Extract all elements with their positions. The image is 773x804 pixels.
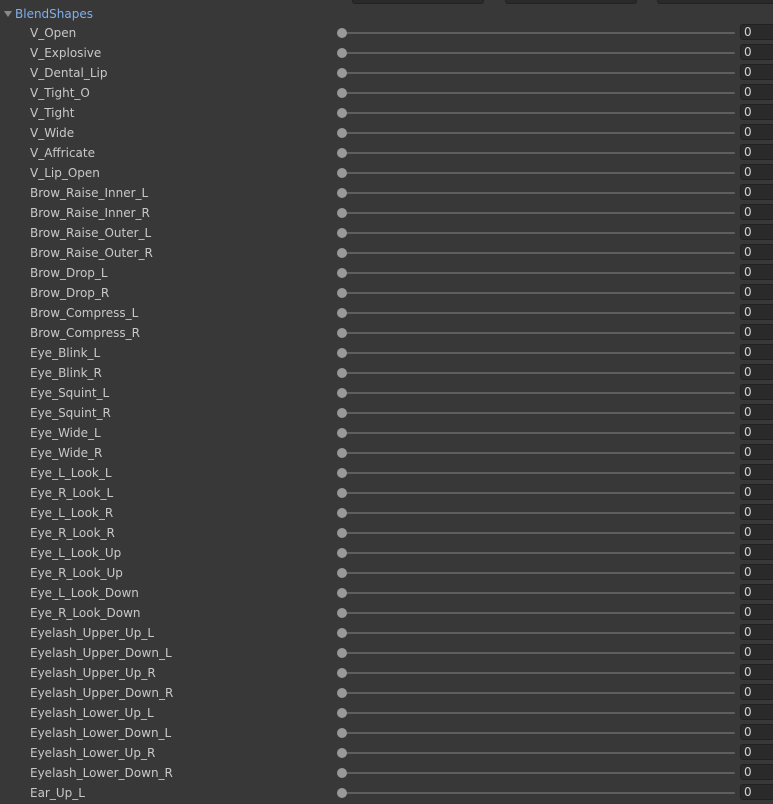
blendshape-value-field[interactable]: 0: [740, 364, 773, 380]
blendshape-row: [0, 123, 773, 143]
blendshape-label: Brow_Drop_R: [30, 286, 110, 300]
blendshape-slider-track[interactable]: [340, 432, 735, 434]
blendshape-value-field[interactable]: 0: [740, 764, 773, 780]
blendshape-value-field[interactable]: 0: [740, 84, 773, 100]
blendshape-label: Ear_Up_L: [30, 786, 85, 800]
blendshape-row: [0, 43, 773, 63]
blendshape-slider-thumb[interactable]: [337, 208, 347, 218]
blendshape-slider-track[interactable]: [340, 52, 735, 54]
blendshape-slider-thumb[interactable]: [337, 188, 347, 198]
blendshape-value-field[interactable]: 0: [740, 444, 773, 460]
blendshape-slider-thumb[interactable]: [337, 168, 347, 178]
blendshape-value-field[interactable]: 0: [740, 604, 773, 620]
blendshape-label: Eye_R_Look_Down: [30, 606, 141, 620]
blendshape-value-field[interactable]: 0: [740, 544, 773, 560]
blendshape-value-field[interactable]: 0: [740, 284, 773, 300]
blendshape-slider-track[interactable]: [340, 32, 735, 34]
blendshape-label: Eye_Blink_L: [30, 346, 101, 360]
blendshape-value-field[interactable]: 0: [740, 324, 773, 340]
blendshape-slider-track[interactable]: [340, 332, 735, 334]
blendshape-value-field[interactable]: 0: [740, 664, 773, 680]
blendshape-slider-track[interactable]: [340, 732, 735, 734]
blendshape-slider-track[interactable]: [340, 572, 735, 574]
blendshape-slider-thumb[interactable]: [337, 648, 347, 658]
blendshape-slider-thumb[interactable]: [337, 388, 347, 398]
blendshape-value-field[interactable]: 0: [740, 204, 773, 220]
blendshape-label: Eye_Squint_R: [30, 406, 111, 420]
blendshape-slider-thumb[interactable]: [337, 128, 347, 138]
blendshape-row: [0, 663, 773, 683]
blendshape-slider-track[interactable]: [340, 212, 735, 214]
blendshape-slider-track[interactable]: [340, 672, 735, 674]
blendshape-slider-track[interactable]: [340, 712, 735, 714]
blendshape-value-field[interactable]: 0: [740, 264, 773, 280]
blendshape-value-field[interactable]: 0: [740, 464, 773, 480]
blendshape-label: Eyelash_Lower_Up_L: [30, 706, 154, 720]
blendshape-label: Brow_Raise_Outer_R: [30, 246, 153, 260]
blendshape-row: [0, 163, 773, 183]
blendshape-slider-thumb[interactable]: [337, 108, 347, 118]
blendshape-label: V_Lip_Open: [30, 166, 100, 180]
blendshape-slider-track[interactable]: [340, 272, 735, 274]
blendshape-label: V_Explosive: [30, 46, 102, 60]
blendshape-slider-thumb[interactable]: [337, 628, 347, 638]
blendshape-row: [0, 223, 773, 243]
blendshape-slider-track[interactable]: [340, 652, 735, 654]
blendshape-slider-track[interactable]: [340, 132, 735, 134]
blendshape-label: Brow_Raise_Inner_L: [30, 186, 149, 200]
blendshape-label: V_Dental_Lip: [30, 66, 108, 80]
blendshape-slider-track[interactable]: [340, 392, 735, 394]
blendshape-row: [0, 543, 773, 563]
blendshape-slider-thumb[interactable]: [337, 408, 347, 418]
blendshape-value-field[interactable]: 0: [740, 684, 773, 700]
blendshape-slider-track[interactable]: [340, 612, 735, 614]
blendshape-slider-thumb[interactable]: [337, 768, 347, 778]
blendshape-label: Eye_Blink_R: [30, 366, 102, 380]
blendshape-label: Eyelash_Upper_Down_R: [30, 686, 174, 700]
top-toolbar-strip: [0, 0, 773, 4]
blendshape-slider-track[interactable]: [340, 552, 735, 554]
blendshape-slider-thumb[interactable]: [337, 248, 347, 258]
blendshape-slider-track[interactable]: [340, 492, 735, 494]
blendshapes-foldout-header[interactable]: [0, 5, 773, 23]
blendshape-value-field[interactable]: 0: [740, 784, 773, 800]
blendshape-slider-track[interactable]: [340, 372, 735, 374]
blendshape-label: Eyelash_Upper_Down_L: [30, 646, 172, 660]
blendshape-row: [0, 363, 773, 383]
blendshape-value-field[interactable]: 0: [740, 644, 773, 660]
blendshape-value-field[interactable]: 0: [740, 244, 773, 260]
blendshape-slider-thumb[interactable]: [337, 228, 347, 238]
blendshape-slider-track[interactable]: [340, 772, 735, 774]
blendshape-label: Brow_Raise_Outer_L: [30, 226, 152, 240]
blendshape-row: [0, 723, 773, 743]
blendshape-row: [0, 323, 773, 343]
blendshape-row: [0, 563, 773, 583]
blendshape-slider-thumb[interactable]: [337, 368, 347, 378]
blendshape-label: Eye_R_Look_R: [30, 526, 115, 540]
blendshape-slider-track[interactable]: [340, 512, 735, 514]
blendshape-value-field[interactable]: 0: [740, 24, 773, 40]
blendshape-row: [0, 503, 773, 523]
blendshape-label: Eyelash_Upper_Up_L: [30, 626, 155, 640]
blendshape-slider-thumb[interactable]: [337, 68, 347, 78]
blendshape-label: Eye_R_Look_L: [30, 486, 114, 500]
blendshape-label: V_Tight: [30, 106, 75, 120]
blendshape-list: [0, 23, 773, 803]
blendshape-slider-thumb[interactable]: [337, 548, 347, 558]
blendshape-label: V_Open: [30, 26, 77, 40]
blendshape-slider-thumb[interactable]: [337, 608, 347, 618]
blendshape-value-field[interactable]: 0: [740, 184, 773, 200]
blendshape-slider-thumb[interactable]: [337, 488, 347, 498]
blendshape-slider-track[interactable]: [340, 592, 735, 594]
blendshape-row: [0, 483, 773, 503]
blendshape-slider-track[interactable]: [340, 752, 735, 754]
blendshape-row: [0, 383, 773, 403]
blendshape-label: Eye_L_Look_L: [30, 466, 112, 480]
blendshape-label: Brow_Compress_R: [30, 326, 140, 340]
blendshape-slider-thumb[interactable]: [337, 568, 347, 578]
blendshape-slider-thumb[interactable]: [337, 148, 347, 158]
blendshape-value-field[interactable]: 0: [740, 584, 773, 600]
blendshape-value-field[interactable]: 0: [740, 144, 773, 160]
blendshape-value-field[interactable]: 0: [740, 164, 773, 180]
blendshape-label: Eye_L_Look_Up: [30, 546, 122, 560]
blendshape-row: [0, 423, 773, 443]
blendshape-row: [0, 463, 773, 483]
blendshapes-title: BlendShapes: [15, 7, 93, 21]
blendshape-value-field[interactable]: 0: [740, 724, 773, 740]
blendshape-slider-thumb[interactable]: [337, 88, 347, 98]
blendshape-value-field[interactable]: 0: [740, 744, 773, 760]
blendshape-slider-thumb[interactable]: [337, 48, 347, 58]
blendshape-value-field[interactable]: 0: [740, 624, 773, 640]
blendshape-slider-thumb[interactable]: [337, 288, 347, 298]
blendshape-row: [0, 623, 773, 643]
blendshape-row: [0, 183, 773, 203]
blendshape-value-field[interactable]: 0: [740, 104, 773, 120]
blendshape-label: Eyelash_Lower_Down_L: [30, 726, 172, 740]
blendshape-label: V_Wide: [30, 126, 75, 140]
blendshape-slider-track[interactable]: [340, 72, 735, 74]
blendshape-label: Eyelash_Lower_Up_R: [30, 746, 156, 760]
blendshape-row: [0, 83, 773, 103]
toolbar-button-2[interactable]: [505, 0, 637, 4]
blendshape-row: [0, 643, 773, 663]
blendshape-label: Eye_L_Look_R: [30, 506, 114, 520]
blendshape-slider-track[interactable]: [340, 692, 735, 694]
blendshape-slider-track[interactable]: [340, 232, 735, 234]
blendshape-slider-thumb[interactable]: [337, 668, 347, 678]
blendshape-value-field[interactable]: 0: [740, 424, 773, 440]
blendshape-row: [0, 683, 773, 703]
blendshape-value-field[interactable]: 0: [740, 484, 773, 500]
blendshape-label: Brow_Compress_L: [30, 306, 139, 320]
blendshape-label: Eye_Squint_L: [30, 386, 110, 400]
blendshape-value-field[interactable]: 0: [740, 64, 773, 80]
blendshape-row: [0, 603, 773, 623]
blendshape-label: Eye_R_Look_Up: [30, 566, 123, 580]
blendshape-slider-thumb[interactable]: [337, 428, 347, 438]
blendshape-slider-thumb[interactable]: [337, 788, 347, 798]
blendshape-slider-thumb[interactable]: [337, 348, 347, 358]
blendshape-label: Eyelash_Upper_Up_R: [30, 666, 156, 680]
blendshape-row: [0, 303, 773, 323]
blendshape-slider-thumb[interactable]: [337, 588, 347, 598]
blendshape-value-field[interactable]: 0: [740, 224, 773, 240]
blendshape-slider-track[interactable]: [340, 472, 735, 474]
blendshape-row: [0, 703, 773, 723]
blendshape-slider-track[interactable]: [340, 152, 735, 154]
blendshape-slider-track[interactable]: [340, 292, 735, 294]
blendshape-slider-thumb[interactable]: [337, 328, 347, 338]
blendshape-slider-thumb[interactable]: [337, 708, 347, 718]
blendshape-row: [0, 263, 773, 283]
blendshape-slider-track[interactable]: [340, 352, 735, 354]
blendshape-slider-thumb[interactable]: [337, 688, 347, 698]
toolbar-button-1[interactable]: [352, 0, 484, 4]
blendshape-slider-thumb[interactable]: [337, 28, 347, 38]
blendshape-value-field[interactable]: 0: [740, 524, 773, 540]
blendshape-row: [0, 243, 773, 263]
blendshape-slider-thumb[interactable]: [337, 448, 347, 458]
blendshape-row: [0, 523, 773, 543]
blendshape-slider-thumb[interactable]: [337, 508, 347, 518]
toolbar-button-3[interactable]: [657, 0, 773, 4]
blendshape-row: [0, 143, 773, 163]
blendshape-slider-track[interactable]: [340, 172, 735, 174]
triangle-down-icon[interactable]: [4, 11, 12, 17]
blendshape-slider-track[interactable]: [340, 312, 735, 314]
blendshape-row: [0, 443, 773, 463]
blendshape-value-field[interactable]: 0: [740, 384, 773, 400]
blendshape-label: Eye_L_Look_Down: [30, 586, 139, 600]
blendshape-label: Eye_Wide_L: [30, 426, 101, 440]
blendshape-label: Brow_Raise_Inner_R: [30, 206, 150, 220]
blendshape-value-field[interactable]: 0: [740, 404, 773, 420]
blendshape-row: [0, 783, 773, 803]
blendshape-row: [0, 203, 773, 223]
blendshape-row: [0, 283, 773, 303]
blendshape-value-field[interactable]: 0: [740, 564, 773, 580]
blendshape-value-field[interactable]: 0: [740, 124, 773, 140]
blendshape-slider-thumb[interactable]: [337, 528, 347, 538]
blendshape-row: [0, 63, 773, 83]
blendshape-slider-track[interactable]: [340, 632, 735, 634]
blendshape-row: [0, 743, 773, 763]
blendshape-row: [0, 403, 773, 423]
blendshape-value-field[interactable]: 0: [740, 44, 773, 60]
blendshape-slider-thumb[interactable]: [337, 308, 347, 318]
blendshape-value-field[interactable]: 0: [740, 504, 773, 520]
blendshape-row: [0, 23, 773, 43]
blendshape-slider-track[interactable]: [340, 412, 735, 414]
blendshape-slider-thumb[interactable]: [337, 268, 347, 278]
blendshape-value-field[interactable]: 0: [740, 704, 773, 720]
blendshape-label: Brow_Drop_L: [30, 266, 108, 280]
blendshape-slider-track[interactable]: [340, 92, 735, 94]
blendshape-slider-thumb[interactable]: [337, 468, 347, 478]
blendshape-label: Eye_Wide_R: [30, 446, 103, 460]
blendshape-slider-track[interactable]: [340, 452, 735, 454]
blendshape-label: Eyelash_Lower_Down_R: [30, 766, 173, 780]
blendshape-label: V_Affricate: [30, 146, 95, 160]
blendshape-slider-track[interactable]: [340, 532, 735, 534]
blendshape-row: [0, 343, 773, 363]
blendshape-slider-track[interactable]: [340, 112, 735, 114]
blendshape-label: V_Tight_O: [30, 86, 90, 100]
blendshape-row: [0, 583, 773, 603]
blendshape-row: [0, 103, 773, 123]
blendshape-slider-track[interactable]: [340, 252, 735, 254]
blendshape-value-field[interactable]: 0: [740, 304, 773, 320]
blendshape-row: [0, 763, 773, 783]
blendshape-slider-track[interactable]: [340, 792, 735, 794]
blendshape-slider-track[interactable]: [340, 192, 735, 194]
blendshape-slider-thumb[interactable]: [337, 748, 347, 758]
blendshape-slider-thumb[interactable]: [337, 728, 347, 738]
blendshape-value-field[interactable]: 0: [740, 344, 773, 360]
